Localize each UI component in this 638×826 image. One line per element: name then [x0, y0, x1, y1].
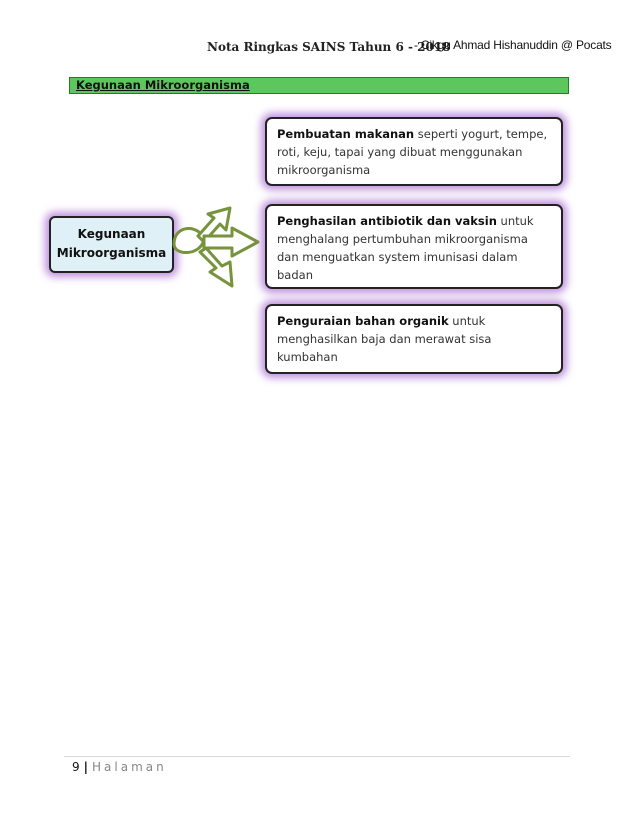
item-bold-text: Penghasilan antibiotik dan vaksin	[277, 214, 497, 228]
use-item-antibiotic	[265, 204, 563, 289]
document-header-author: - Cikgu Ahmad Hishanuddin @ Pocats	[414, 38, 612, 52]
footer-label: Halaman	[92, 760, 167, 774]
item-bold-text: Penguraian bahan organik	[277, 314, 449, 328]
page-footer	[72, 760, 167, 774]
item-text: untuk menghalang pertumbuhan mikroorganisma dan menguatkan system imunisasi dalam badan	[277, 214, 534, 282]
use-item-decomposition	[265, 304, 563, 374]
branch-arrows-icon	[170, 200, 265, 295]
center-node-line2: Mikroorganisma	[56, 246, 167, 260]
arrow-down-right	[200, 248, 232, 286]
footer-divider	[64, 756, 570, 757]
section-heading-bar	[69, 77, 569, 94]
diagram-center-node	[49, 216, 174, 273]
center-node-line1: Kegunaan	[77, 227, 146, 241]
item-text: untuk menghasilkan baja dan merawat sisa kumbahan	[277, 314, 492, 364]
document-header-title: Nota Ringkas SAINS Tahun 6 - 2018	[207, 40, 451, 54]
use-item-food	[265, 117, 563, 186]
section-heading: Kegunaan Mikroorganisma	[76, 78, 250, 92]
item-bold-text: Pembuatan makanan	[277, 127, 415, 141]
item-text: seperti yogurt, tempe, roti, keju, tapai yang dibuat menggunakan mikroorganisma	[277, 127, 548, 177]
footer-separator: |	[83, 760, 89, 774]
page-number: 9	[72, 760, 80, 774]
